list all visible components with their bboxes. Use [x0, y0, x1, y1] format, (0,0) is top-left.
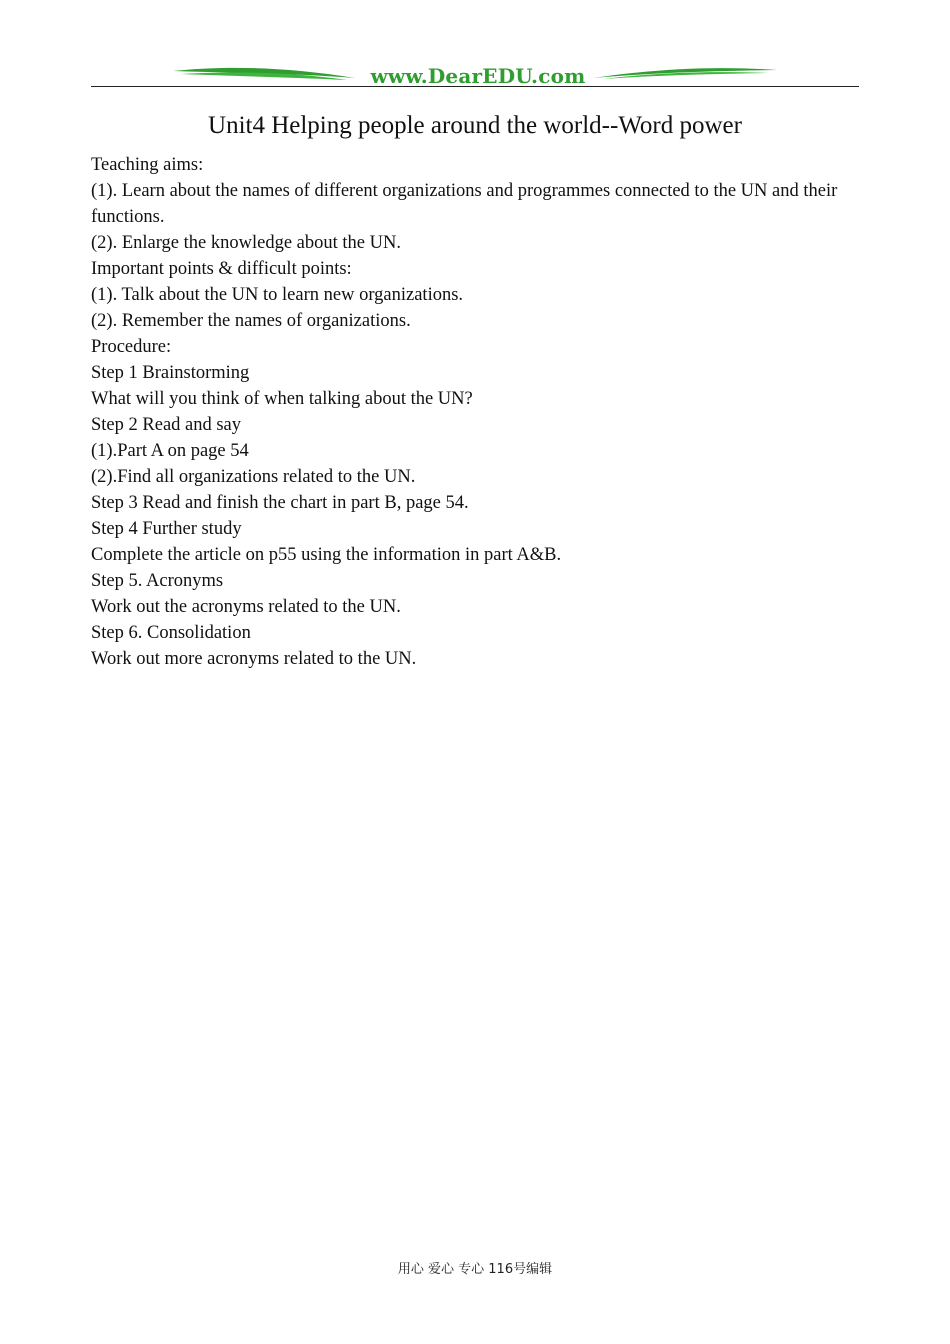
left-swoosh-decoration	[171, 62, 356, 88]
page-header	[91, 58, 859, 90]
body-line: Complete the article on p55 using the information in part A&B.	[91, 545, 562, 565]
document-title: Unit4 Helping people around the world--Word power	[208, 112, 742, 139]
body-line: Step 2 Read and say	[91, 415, 242, 435]
body-line: Work out more acronyms related to the UN.	[91, 649, 417, 669]
body-line: (2).Find all organizations related to the UN.	[91, 467, 416, 487]
page-footer: 用心 爱心 专心 116号编辑	[397, 1262, 553, 1277]
body-line: (2). Remember the names of organizations.	[91, 311, 411, 331]
body-line: (1). Talk about the UN to learn new organizations.	[91, 285, 464, 305]
site-logo	[171, 62, 779, 88]
body-line: Teaching aims:	[91, 155, 204, 175]
document-body	[91, 152, 859, 672]
body-line: Step 6. Consolidation	[91, 623, 251, 643]
logo-text: www.DearEDU.com	[370, 64, 586, 88]
body-line: Important points & difficult points:	[91, 259, 352, 279]
right-swoosh-decoration	[591, 62, 779, 88]
body-line: Step 1 Brainstorming	[91, 363, 250, 383]
body-line: Step 3 Read and finish the chart in part B, page 54.	[91, 493, 469, 513]
body-line: (1).Part A on page 54	[91, 441, 249, 461]
body-line: (1). Learn about the names of different organizations and programmes connected to the UN and their functions.	[91, 181, 842, 227]
body-line: What will you think of when talking about the UN?	[91, 389, 473, 409]
body-line: Work out the acronyms related to the UN.	[91, 597, 401, 617]
body-line: Step 4 Further study	[91, 519, 242, 539]
body-line: Procedure:	[91, 337, 172, 357]
body-line: (2). Enlarge the knowledge about the UN.	[91, 233, 401, 253]
header-rule	[91, 86, 859, 87]
body-line: Step 5. Acronyms	[91, 571, 224, 591]
